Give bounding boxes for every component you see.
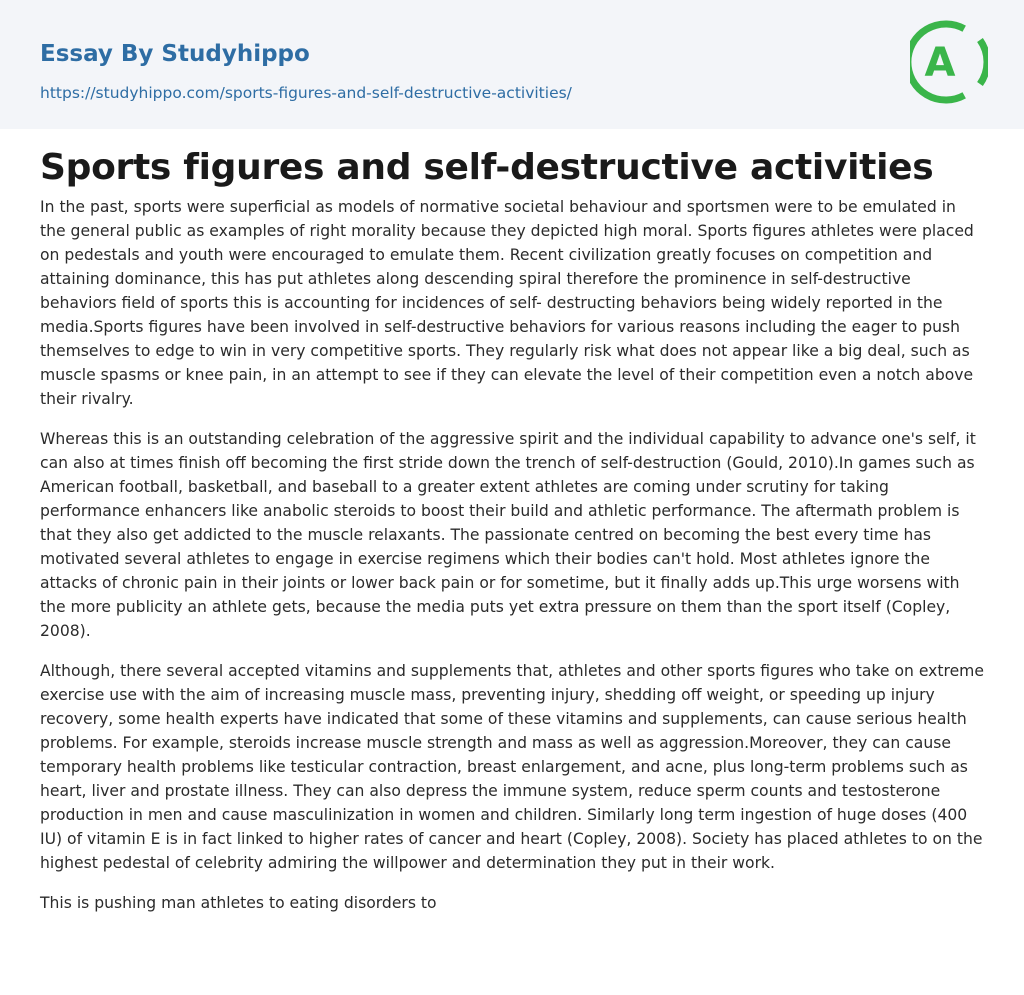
site-brand[interactable]: Essay By Studyhippo <box>40 41 310 67</box>
article-paragraph: This is pushing man athletes to eating disorders to <box>40 894 437 912</box>
article-title: Sports figures and self-destructive activities <box>40 147 934 188</box>
article-paragraph: Whereas this is an outstanding celebration of the aggressive spirit and the individual capability to advance one's self, it can also at times finish off becoming the first stride down the trench of self-destruction (Gould, 2010).In games such as American football, basketball, and baseball to a greater extent athletes are coming under scrutiny for taking performance enhancers like anabolic steroids to boost their build and athletic performance. The aftermath problem is that they also get addicted to the muscle relaxants. The passionate centred on becoming the best every time has motivated several athletes to engage in exercise regimens which their bodies can't hold. Most athletes ignore the attacks of chronic pain in their joints or lower back pain or for sometime, but it finally adds up.This urge worsens with the more publicity an athlete gets, because the media puts yet extra pressure on them than the sport itself (Copley, 2008). <box>40 430 976 640</box>
page-url-link[interactable]: https://studyhippo.com/sports-figures-and-self-destructive-activities/ <box>40 84 572 102</box>
logo-letter: A <box>924 40 956 86</box>
article-paragraph: Although, there several accepted vitamins and supplements that, athletes and other sports figures who take on extreme exercise use with the aim of increasing muscle mass, preventing injury, shedding off weight, or speeding up injury recovery, some health experts have indicated that some of these vitamins and supplements, can cause serious health problems. For example, steroids increase muscle strength and mass as well as aggression.Moreover, they can cause temporary health problems like testicular contraction, breast enlargement, and acne, plus long-term problems such as heart, liver and prostate illness. They can also depress the immune system, reduce sperm counts and testosterone production in men and cause masculinization in women and children. Similarly long term ingestion of huge doses (400 IU) of vitamin E is in fact linked to higher rates of cancer and heart (Copley, 2008). Society has placed athletes to on the highest pedestal of celebrity admiring the willpower and determination they put in their work. <box>40 662 984 872</box>
article <box>0 129 1024 915</box>
site-header <box>0 0 1024 129</box>
studyhippo-logo-icon[interactable] <box>910 18 988 106</box>
article-paragraph: In the past, sports were superficial as models of normative societal behaviour and sportsmen were to be emulated in the general public as examples of right morality because they depicted high moral. Sports figures athletes were placed on pedestals and youth were encouraged to emulate them. Recent civilization greatly focuses on competition and attaining dominance, this has put athletes along descending spiral therefore the prominence in self-destructive behaviors field of sports this is accounting for incidences of self- destructing behaviors being widely reported in the media.Sports figures have been involved in self-destructive behaviors for various reasons including the eager to push themselves to edge to win in very competitive sports. They regularly risk what does not appear like a big deal, such as muscle spasms or knee pain, in an attempt to see if they can elevate the level of their competition even a notch above their rivalry. <box>40 198 974 408</box>
